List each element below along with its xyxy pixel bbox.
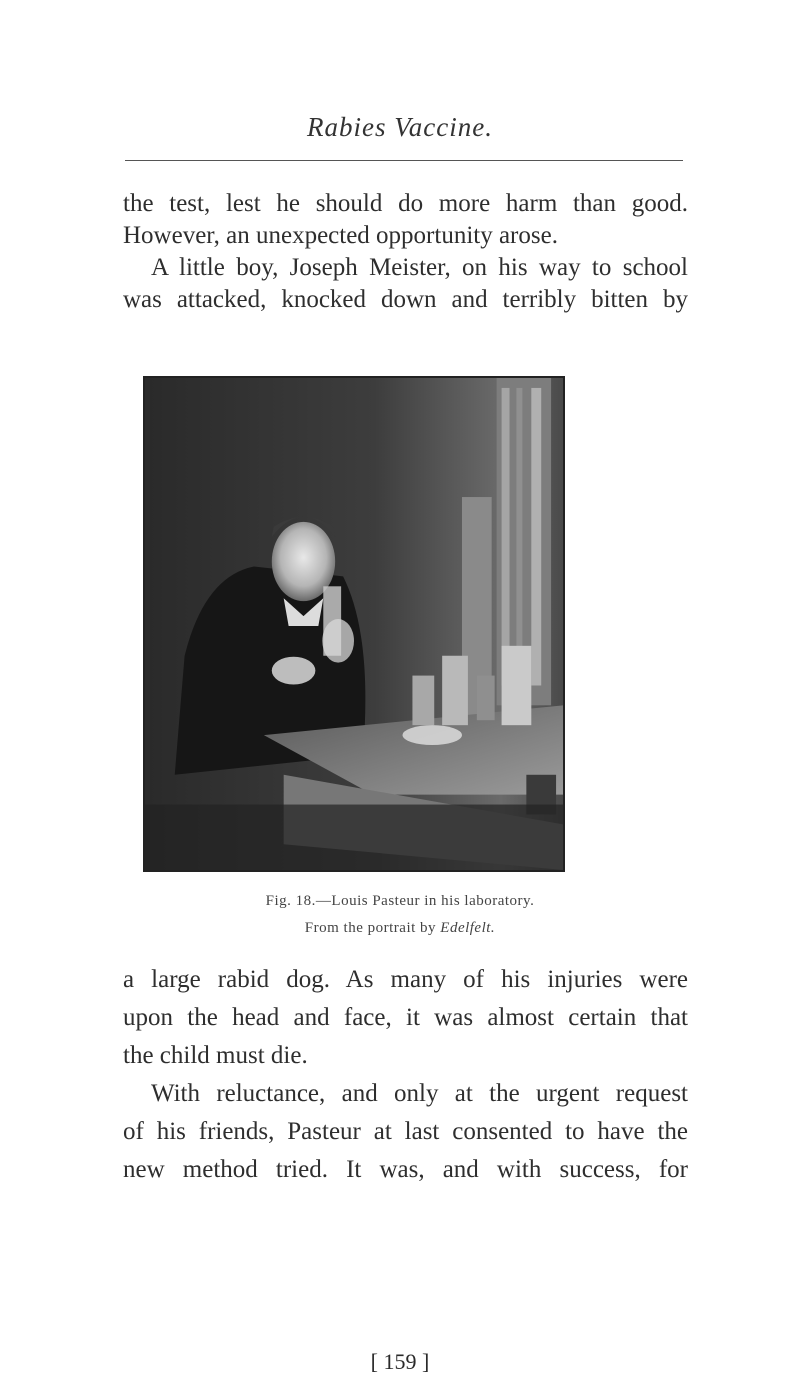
text-line: a large rabid dog. As many of his injuries were: [123, 966, 688, 993]
text-line: the test, lest he should do more harm than good.: [123, 190, 688, 217]
figure-portrait: [143, 376, 565, 872]
caption-artist: Edelfelt.: [440, 920, 496, 936]
text-line: of his friends, Pasteur at last consented to have the: [123, 1118, 688, 1145]
text-line: With reluctance, and only at the urgent request: [151, 1080, 688, 1107]
paragraph-top: [123, 188, 688, 316]
header-rule: [125, 160, 683, 161]
running-head: Rabies Vaccine.: [307, 112, 493, 142]
figure-caption-line-2: [0, 920, 800, 937]
pasteur-portrait-image: [145, 378, 563, 870]
caption-prefix: From the portrait by: [304, 920, 441, 936]
text-line: new method tried. It was, and with success, for: [123, 1156, 688, 1183]
text-line: A little boy, Joseph Meister, on his way to school: [151, 254, 688, 281]
text-line: was attacked, knocked down and terribly bitten by: [123, 286, 688, 313]
paragraph-bottom: [123, 961, 688, 1189]
figure-caption-line-1: Fig. 18.—Louis Pasteur in his laboratory.: [265, 893, 535, 909]
text-line: However, an unexpected opportunity arose.: [123, 222, 558, 249]
text-line: the child must die.: [123, 1042, 308, 1069]
text-line: upon the head and face, it was almost certain that: [123, 1004, 688, 1031]
page-number: [ 159 ]: [370, 1349, 430, 1374]
